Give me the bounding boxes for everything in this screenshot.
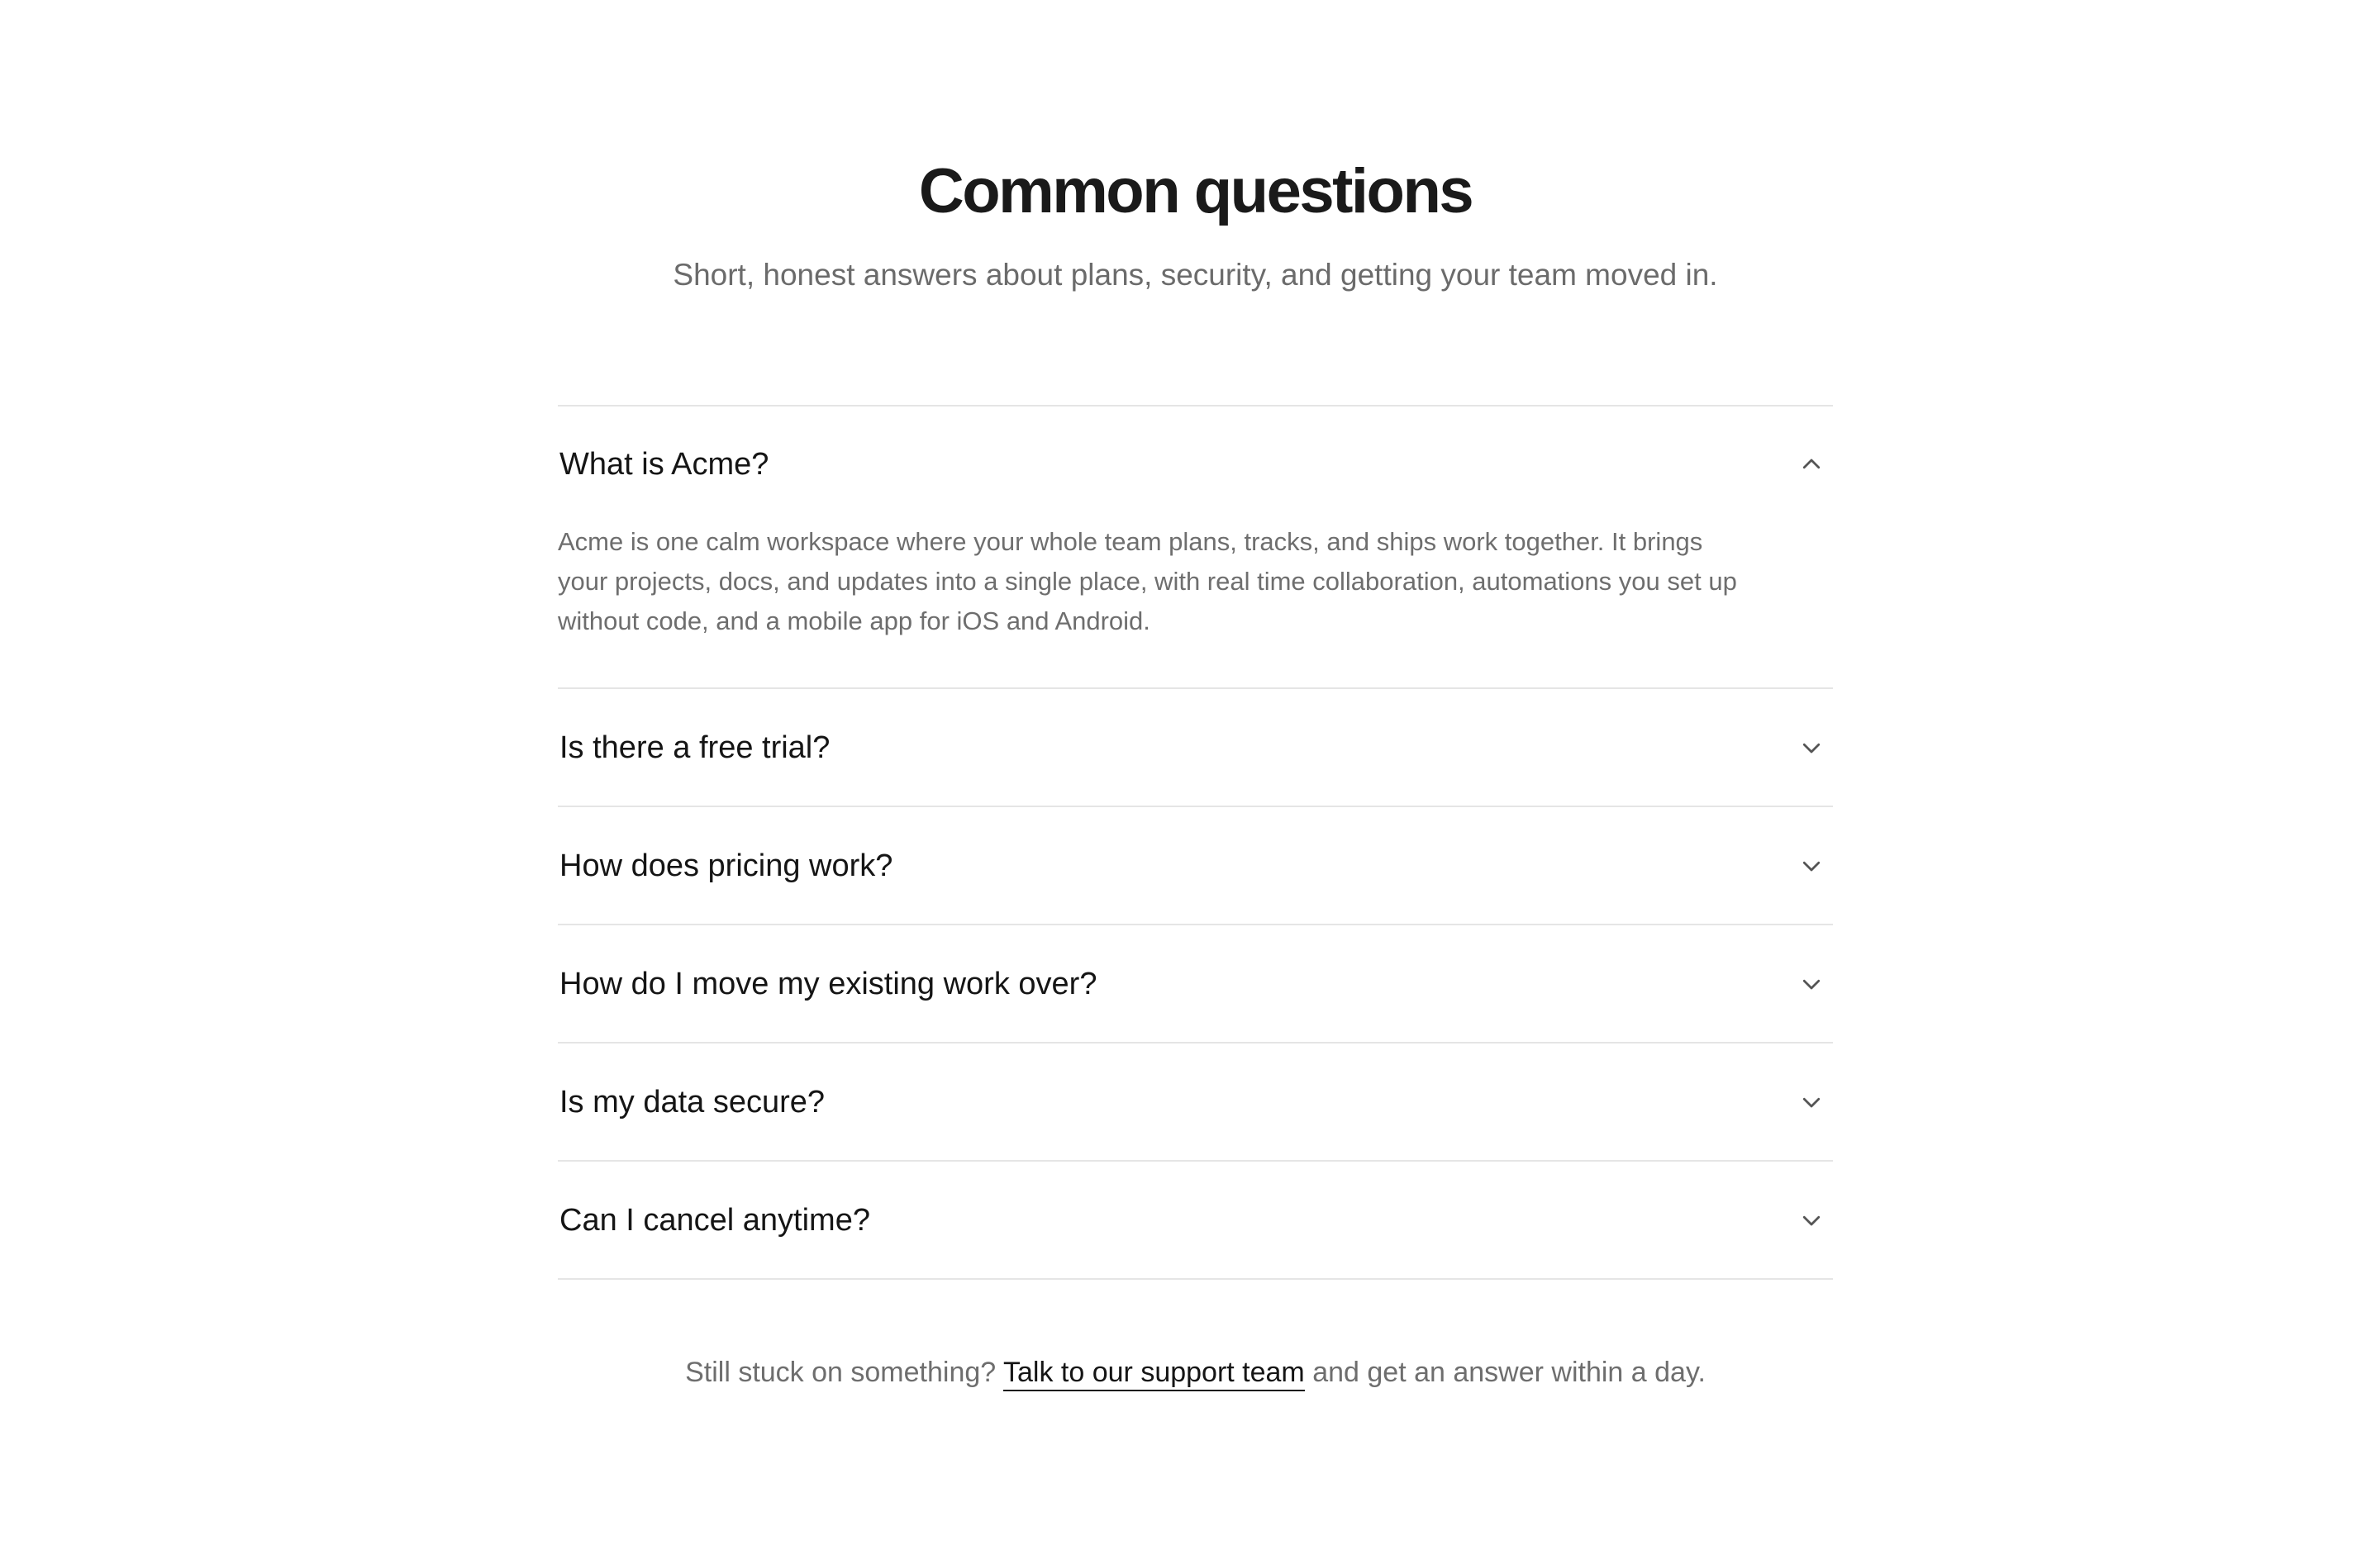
faq-question-toggle[interactable] — [558, 1162, 1833, 1278]
page-title: Common questions — [918, 156, 1473, 226]
faq-item — [558, 925, 1833, 1043]
chevron-down-icon[interactable] — [1793, 848, 1830, 884]
faq-question-toggle[interactable] — [558, 925, 1833, 1042]
faq-question-label: Is my data secure? — [559, 1084, 826, 1120]
chevron-down-icon[interactable] — [1793, 730, 1830, 766]
support-team-link[interactable]: Talk to our support team — [1003, 1357, 1305, 1391]
faq-question-label: How do I move my existing work over? — [559, 966, 1097, 1001]
faq-question-toggle[interactable] — [558, 1043, 1833, 1160]
chevron-up-icon[interactable] — [1793, 446, 1830, 483]
faq-question-toggle[interactable] — [558, 689, 1833, 806]
faq-question-label: Can I cancel anytime? — [559, 1202, 870, 1238]
faq-item — [558, 1162, 1833, 1280]
faq-item — [558, 807, 1833, 925]
support-note-prefix: Still stuck on something? — [685, 1357, 997, 1388]
faq-question-label: How does pricing work? — [559, 848, 893, 883]
faq-list — [558, 405, 1833, 1280]
support-note-suffix: and get an answer within a day. — [1312, 1357, 1706, 1388]
faq-item — [558, 406, 1833, 689]
faq-item — [558, 689, 1833, 807]
faq-question-label: Is there a free trial? — [559, 730, 831, 765]
chevron-down-icon[interactable] — [1793, 1084, 1830, 1120]
page-subtitle: Short, honest answers about plans, security, and getting your team moved in. — [673, 258, 1718, 292]
faq-question-toggle[interactable] — [558, 807, 1833, 924]
chevron-down-icon[interactable] — [1793, 966, 1830, 1002]
faq-question-toggle[interactable] — [558, 406, 1833, 522]
support-note — [558, 1351, 1833, 1394]
faq-question-label: What is Acme? — [559, 447, 769, 482]
faq-answer: Acme is one calm workspace where your whole team plans, tracks, and ships work together. It brings your projects, docs, and updates into a single place, with real time collaboration, automations you set up without code, and a mobile app for iOS and Android. — [558, 527, 1737, 635]
chevron-down-icon[interactable] — [1793, 1202, 1830, 1238]
faq-item — [558, 1043, 1833, 1162]
